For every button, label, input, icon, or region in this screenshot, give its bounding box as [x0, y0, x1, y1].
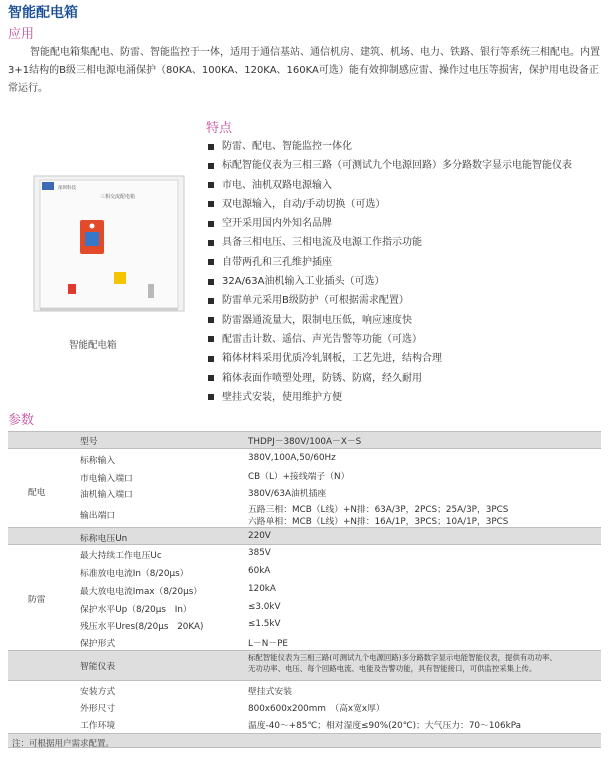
output-value-2: 六路单相：MCB（L线）+N排：16A/1P，3PCS；10A/1P，3PCS	[248, 517, 509, 527]
env-value: 温度-40～+85℃；相对湿度≤90%(20℃)；大气压力：70～106kPa	[248, 721, 522, 731]
oil-input-label: 油机输入端口	[80, 490, 133, 500]
output-value-1: 五路三相：MCB（L线）+N排：63A/3P，2PCS；25A/3P，3PCS	[248, 505, 509, 515]
protection-mode-label: 保护形式	[80, 639, 116, 649]
page-title: 智能配电箱	[8, 5, 78, 21]
mains-input-value: CB（L）+接线端子（N）	[248, 472, 350, 482]
rated-voltage-value: 220V	[248, 531, 271, 541]
feature-item: 防雷器通流量大，限制电压低，响应速度快	[206, 314, 572, 333]
footnote: 注：可根据用户需求配置。	[12, 739, 115, 749]
product-panel-label: 三相交流配电箱	[100, 194, 136, 200]
install-value: 壁挂式安装	[248, 687, 292, 697]
features-heading: 特点	[206, 121, 233, 136]
feature-item: 双电源输入，自动/手动切换（可选）	[206, 198, 572, 217]
protection-level-value: ≤3.0kV	[248, 602, 281, 612]
nominal-current-value: 60kA	[248, 566, 271, 576]
parameters-heading: 参数	[8, 413, 35, 428]
feature-item: 空开采用国内外知名品牌	[206, 217, 572, 236]
feature-item: 市电、油机双路电源输入	[206, 179, 572, 198]
nominal-current-label: 标准放电电流In（8/20μs）	[80, 569, 189, 579]
group-lightning: 防雷	[28, 595, 46, 605]
env-label: 工作环境	[80, 721, 116, 731]
rated-input-label: 标称输入	[80, 456, 116, 466]
rated-input-value: 380V,100A,50/60Hz	[248, 453, 336, 463]
install-label: 安装方式	[80, 687, 116, 697]
feature-item: 配雷击计数、遥信、声光告警等功能（可选）	[206, 333, 572, 352]
size-label: 外形尺寸	[80, 704, 116, 714]
feature-item: 32A/63A油机输入工业插头（可选）	[206, 275, 572, 294]
product-caption: 智能配电箱	[69, 340, 117, 351]
max-voltage-label: 最大持续工作电压Uc	[80, 551, 162, 561]
meter-value-2: 无功功率、电压、每个回路电流、电能及告警功能，具有智能接口，可供监控采集上传。	[248, 664, 537, 673]
max-current-value: 120kA	[248, 584, 276, 594]
group-distribution: 配电	[28, 488, 46, 498]
max-current-label: 最大放电电流Imax（8/20μs）	[80, 587, 203, 597]
meter-label: 智能仪表	[80, 662, 116, 672]
feature-item: 自带两孔和三孔维护插座	[206, 256, 572, 275]
rated-voltage-label: 标称电压Un	[80, 534, 128, 544]
model-label: 型号	[80, 437, 98, 447]
feature-item: 壁挂式安装，使用维护方便	[206, 391, 572, 410]
meter-value-1: 标配智能仪表为三相三路(可测试九个电源回路)多分路数字显示电能智能仪表，提供有功功率、	[248, 653, 557, 662]
residual-label: 残压水平Ures(8/20μs 20KA)	[80, 622, 204, 632]
feature-item: 箱体表面作喷塑处理，防锈、防腐，经久耐用	[206, 372, 572, 391]
feature-item: 具备三相电压、三相电流及电源工作指示功能	[206, 236, 572, 255]
svg-text:深圳科技: 深圳科技	[58, 186, 76, 191]
features-list	[206, 140, 572, 410]
distribution-box-image	[30, 172, 190, 317]
feature-item: 标配智能仪表为三相三路（可测试九个电源回路）多分路数字显示电能智能仪表	[206, 159, 572, 178]
feature-item: 防雷、配电、智能监控一体化	[206, 140, 572, 159]
oil-input-value: 380V/63A油机插座	[248, 489, 327, 499]
feature-item: 防雷单元采用B级防护（可根据需求配置）	[206, 294, 572, 313]
mains-input-label: 市电输入端口	[80, 474, 133, 484]
application-heading: 应用	[8, 27, 35, 42]
residual-value: ≤1.5kV	[248, 619, 281, 629]
feature-item: 箱体材料采用优质冷轧钢板，工艺先进，结构合理	[206, 352, 572, 371]
application-text: 智能配电箱集配电、防雷、智能监控于一体，适用于通信基站、通信机房、建筑、机场、电力、铁路、银行等系统三相配电。内置3+1结构的B级三相电源电涌保护（80KA、100KA、120KA、160KA可选）能有效抑制感应雷、操作过电压等损害，保护用电设备正常运行。	[8, 47, 600, 94]
model-value: THDPJ－380V/100A－X－S	[248, 437, 362, 447]
protection-mode-value: L－N－PE	[248, 639, 288, 649]
output-label: 输出端口	[80, 511, 116, 521]
size-value: 800x600x200mm （高x宽x厚）	[248, 704, 385, 714]
protection-level-label: 保护水平Up（8/20μs In）	[80, 605, 192, 615]
max-voltage-value: 385V	[248, 548, 271, 558]
